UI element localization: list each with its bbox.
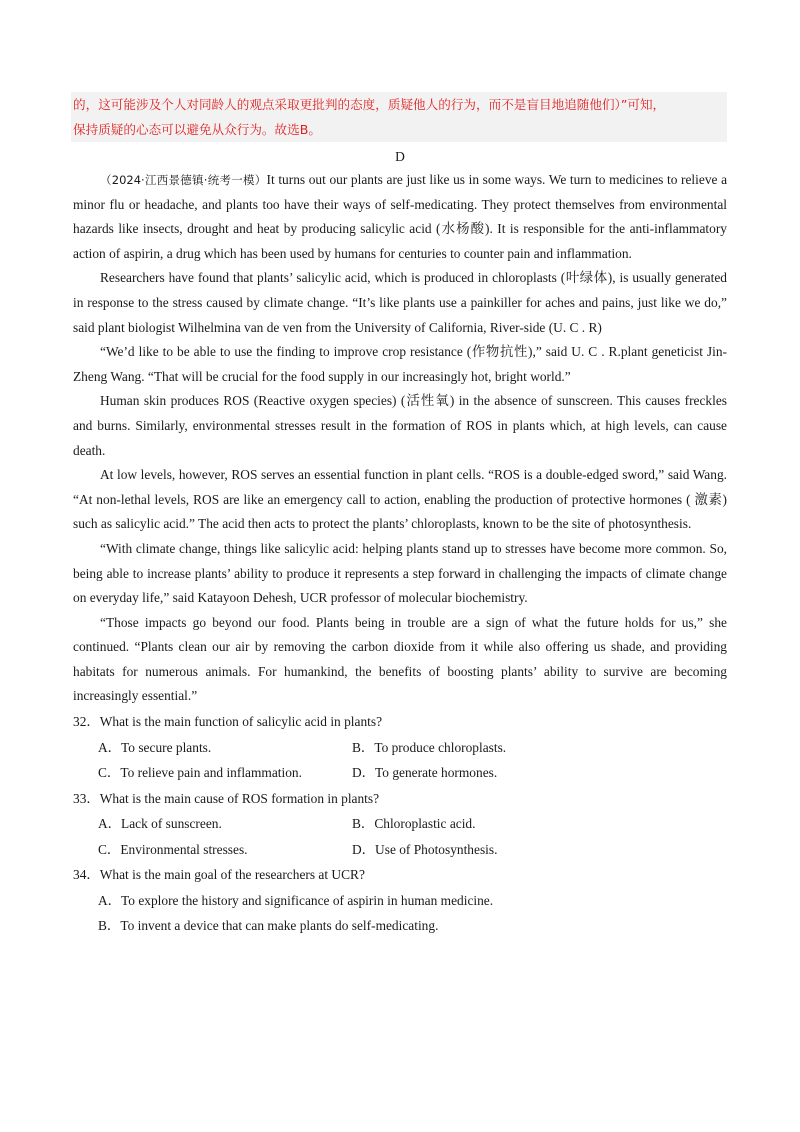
options (73, 811, 727, 862)
question-text: 34．What is the main goal of the researchers at UCR? (73, 867, 365, 883)
option-d: D．To generate hormones. (352, 765, 498, 781)
options (73, 888, 727, 939)
document-page (73, 92, 727, 939)
option-a: A．Lack of sunscreen. (98, 816, 222, 832)
option-d: D．Use of Photosynthesis. (352, 841, 498, 857)
question-33 (73, 786, 727, 863)
option-b: B．To invent a device that can make plants do self-medicating. (98, 918, 439, 934)
passage-paragraph: Researchers have found that plants’ salicylic acid, which is produced in chloroplasts (叶绿体), is usually generated in response to the stress caused by climate change. “It’s like plants use a painkiller for aches and pains, just like we do,” said plant biologist Wilhelmina van de ven from the University of California, River-side (U. C . R) (73, 270, 727, 335)
option-b: B．To produce chloroplasts. (352, 739, 507, 755)
passage-paragraph: “With climate change, things like salicylic acid: helping plants stand up to stresses have become more common. So, being able to increase plants’ ability to produce it represents a step forward in challenging the impacts of climate change on everyday life,” said Katayoon Dehesh, UCR professor of molecular biochemistry. (73, 540, 727, 606)
question-32 (73, 709, 727, 786)
answer-line: 的，这可能涉及个人对同龄人的观点采取更批判的态度，质疑他人的行为，而不是盲目地追随他们）”可知， (73, 97, 666, 112)
question-text: 33．What is the main cause of ROS formation in plants? (73, 790, 380, 806)
option-c: C．Environmental stresses. (98, 841, 248, 857)
answer-line: 保持质疑的心态可以避免从众行为。故选B。 (73, 122, 321, 137)
option-c: C．To relieve pain and inflammation. (98, 765, 302, 781)
answer-explanation (71, 92, 727, 142)
question-text: 32．What is the main function of salicylic acid in plants? (73, 714, 383, 730)
option-b: B．Chloroplastic acid. (352, 816, 476, 832)
passage-paragraph: “Those impacts go beyond our food. Plants being in trouble are a sign of what the future holds for us,” she continued. “Plants clean our air by removing the carbon dioxide from it while also offering us shade, and providing habitats for numerous animals. For humankind, the benefits of boosting plants’ ability to survive are becoming increasingly essential.” (73, 614, 727, 704)
option-a: A．To secure plants. (98, 739, 212, 755)
options (73, 735, 727, 786)
passage-paragraph: Human skin produces ROS (Reactive oxygen species) (活性氧) in the absence of sunscreen. This causes freckles and burns. Similarly, environmental stresses result in the formation of ROS in plants which, at high levels, can cause death. (73, 393, 727, 458)
question-34 (73, 862, 727, 939)
passage-paragraph: “We’d like to be able to use the finding to improve crop resistance (作物抗性),” said U. C . R.plant geneticist Jin-Zheng Wang. “That will be crucial for the food supply in our increasingly hot, bright world.” (73, 344, 727, 384)
option-a: A．To explore the history and significance of aspirin in human medicine. (98, 892, 494, 908)
source-tag: （2024·江西景德镇·统考一模） (100, 173, 267, 187)
paragraph-text: It turns out our plants are just like us in some ways. We turn to medicines to relieve a minor flu or headache, and plants too have their ways of self-medicating. They protect themselves from environmental hazards like insects, drought and heat by producing salicylic acid (水杨酸). It is responsible for the anti-inflammatory action of aspirin, a drug which has been used by humans for centuries to counter pain and inflammation. (73, 172, 728, 261)
passage-paragraph: At low levels, however, ROS serves an essential function in plant cells. “ROS is a double-edged sword,” said Wang. “At non-lethal levels, ROS are like an emergency call to action, enabling the production of protective hormones ( 激素) such as salicylic acid.” The acid then acts to protect the plants’ chloroplasts, known to be the site of photosynthesis. (73, 467, 727, 532)
section-letter: D (395, 149, 405, 164)
passage-paragraph (73, 168, 727, 266)
